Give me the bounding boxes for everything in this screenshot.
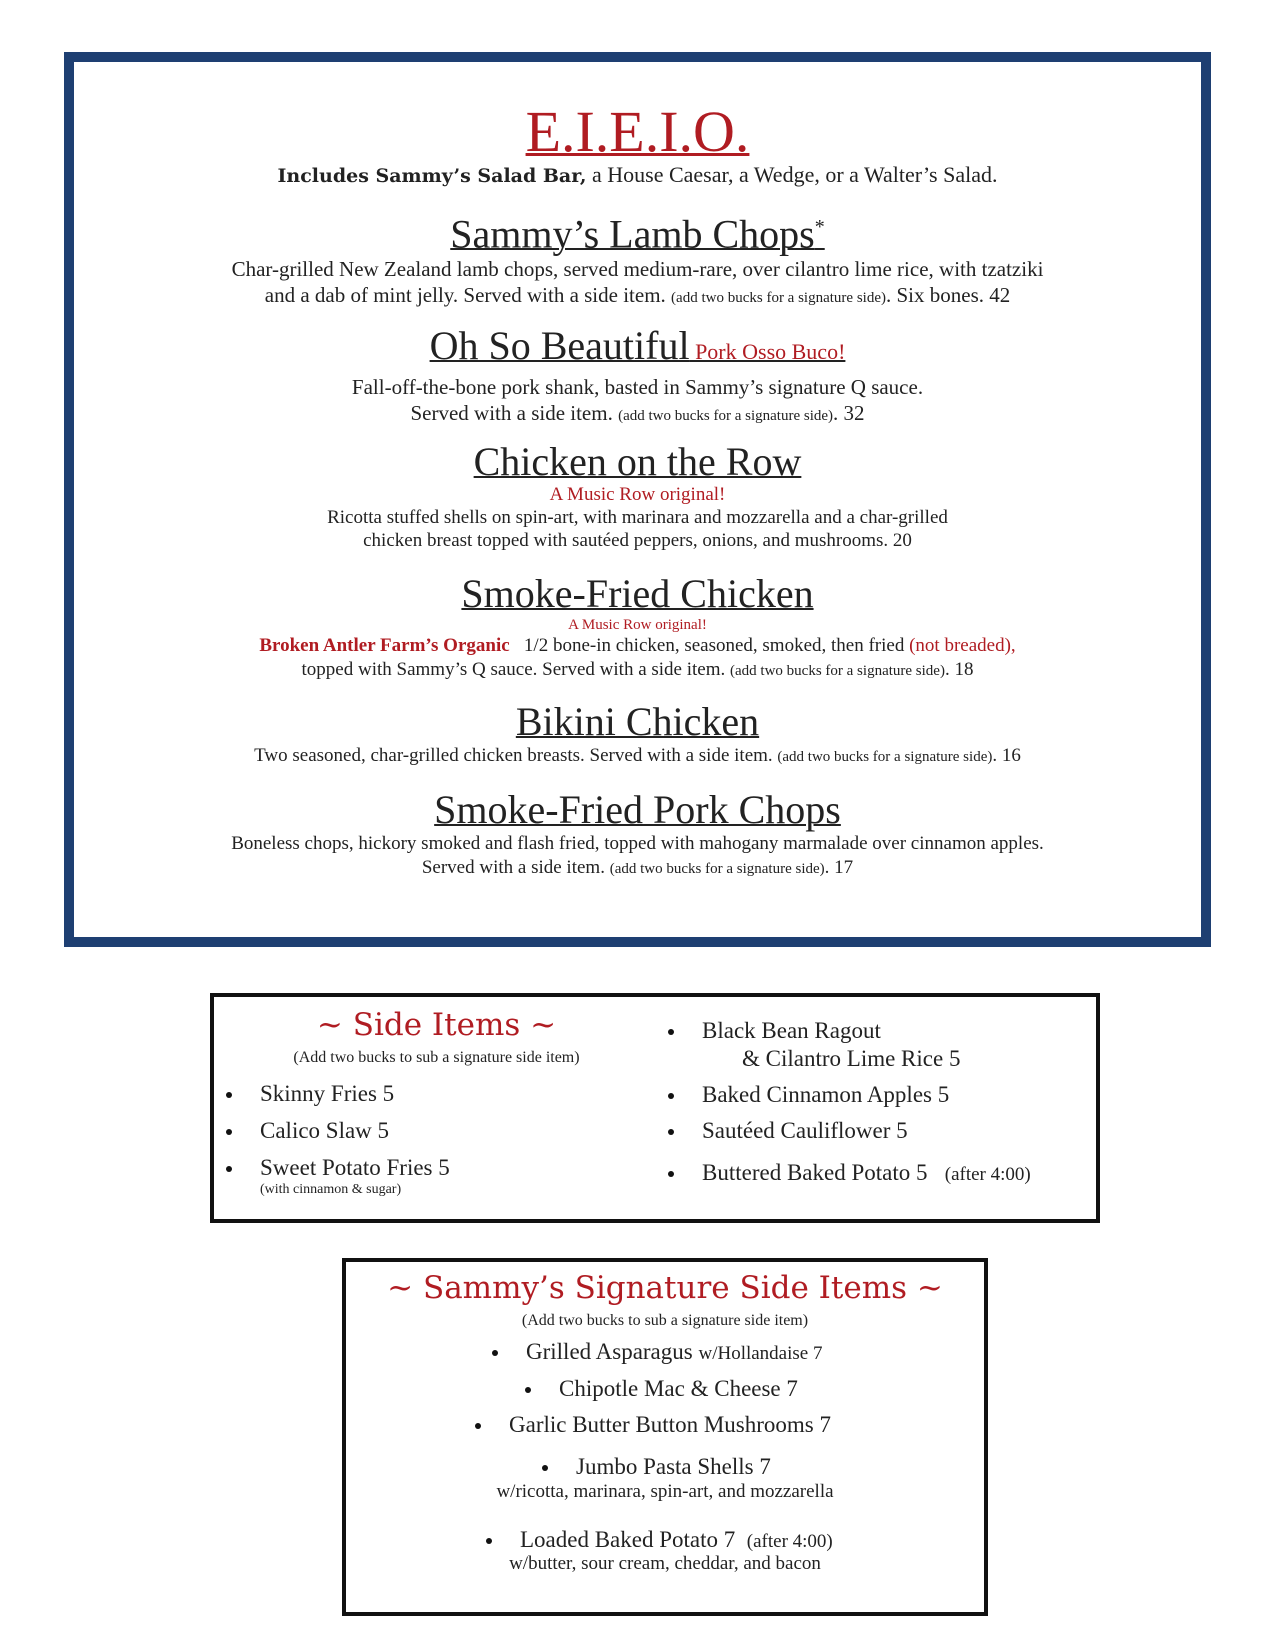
side-item: Baked Cinnamon Apples 5 [702,1081,1031,1109]
entree-name: Sammy’s Lamb Chops [450,211,815,257]
signature-note: (add two bucks for a signature side) [609,861,825,877]
entree-lamb-chops [74,205,1201,311]
side-items-left-list [260,1080,450,1207]
side-item: Black Bean Ragout & Cilantro Lime Rice 5 [702,1017,1031,1073]
side-item: Sweet Potato Fries 5 (with cinnamon & sugar) [260,1155,450,1197]
entree-desc-2: topped with Sammy’s Q sauce. Served with a side item. (add two bucks for a signature side). 18 [301,659,974,680]
entree-desc: Fall-off-the-bone pork shank, basted in Sammy’s signature Q sauce. [351,375,924,399]
entree-name: Oh So Beautiful [429,323,690,368]
side-items-right-list [702,1017,1031,1189]
includes-line [74,162,1201,188]
signature-note: (add two bucks for a signature side) [671,290,886,307]
side-item: Calico Slaw 5 [260,1117,450,1145]
signature-note: (add two bucks for a signature side) [777,749,993,765]
signature-sides-box [342,1258,988,1616]
asterisk: * [814,216,825,238]
entree-name: Chicken on the Row [473,439,802,484]
entree-desc: Broken Antler Farm’s Organic 1/2 bone-in chicken, seasoned, smoked, then fried (not breaded), [259,635,1016,656]
entree-desc: Char-grilled New Zealand lamb chops, served medium-rare, over cilantro lime rice, with tzatziki [231,257,1044,282]
side-item: Buttered Baked Potato 5 (after 4:00) [702,1159,1031,1189]
includes-rest: a House Caesar, a Wedge, or a Walter’s Salad. [586,162,998,187]
entree-menu-frame [64,52,1211,947]
signature-side-subnote: w/ricotta, marinara, spin-art, and mozzarella [496,1481,834,1502]
side-item: Sautéed Cauliflower 5 [702,1117,1031,1145]
entree-pork-chops [74,788,1201,881]
signature-side-item: Chipotle Mac & Cheese 7 [559,1375,798,1403]
menu-title: E.I.E.I.O. [525,99,750,164]
entree-desc-2: Served with a side item. (add two bucks for a signature side). 32 [410,401,865,425]
entree-chicken-on-the-row [74,440,1201,552]
signature-side-item: Loaded Baked Potato 7 (after 4:00) [520,1526,833,1556]
signature-note: (add two bucks for a signature side) [618,408,834,424]
signature-side-item: Garlic Butter Button Mushrooms 7 [509,1411,831,1439]
entree-smoke-fried-chicken [74,572,1201,683]
side-item-subnote: (with cinnamon & sugar) [260,1182,402,1197]
entree-subtitle: Pork Osso Buco! [689,339,846,364]
signature-side-subnote: w/butter, sour cream, cheddar, and bacon [509,1553,821,1574]
entree-desc-2: and a dab of mint jelly. Served with a side item. (add two bucks for a signature side). Six bones. 42 [264,283,1011,308]
side-items-title: ~ Side Items ~ [316,1007,557,1043]
entree-tagline: A Music Row original! [568,617,707,633]
entree-bikini-chicken [74,700,1201,769]
side-item-extra: (after 4:00) [944,1164,1031,1185]
entree-name: Bikini Chicken [515,699,760,744]
side-item: Skinny Fries 5 [260,1080,450,1108]
entree-desc: Boneless chops, hickory smoked and flash fried, topped with mahogany marmalade over cinnamon apples. [231,833,1044,854]
side-items-box [210,993,1100,1223]
entree-tagline: A Music Row original! [549,484,726,505]
side-items-note: (Add two bucks to sub a signature side item) [293,1049,580,1066]
entree-desc-2: chicken breast topped with sautéed peppers, onions, and mushrooms. 20 [363,530,912,551]
signature-side-item: Grilled Asparagus w/Hollandaise 7 [526,1338,822,1368]
includes-bold: Includes Sammy’s Salad Bar, [277,165,587,187]
signature-sides-title: ~ Sammy’s Signature Side Items ~ [387,1270,943,1306]
not-breaded: (not breaded), [909,635,1016,656]
entree-name: Smoke-Fried Pork Chops [434,787,841,832]
signature-sides-note: (Add two bucks to sub a signature side item) [521,1312,809,1329]
farm-name: Broken Antler Farm’s Organic [259,635,510,656]
entree-name: Smoke-Fried Chicken [461,571,814,616]
entree-osso-buco [74,324,1201,429]
signature-side-item: Jumbo Pasta Shells 7 [576,1453,771,1481]
entree-desc: Two seasoned, char-grilled chicken breasts. Served with a side item. (add two bucks for a signature side). 16 [254,745,1021,766]
entree-desc-2: Served with a side item. (add two bucks for a signature side). 17 [421,857,854,878]
signature-note: (add two bucks for a signature side) [730,663,945,679]
entree-desc: Ricotta stuffed shells on spin-art, with marinara and mozzarella and a char-grilled [327,507,948,528]
